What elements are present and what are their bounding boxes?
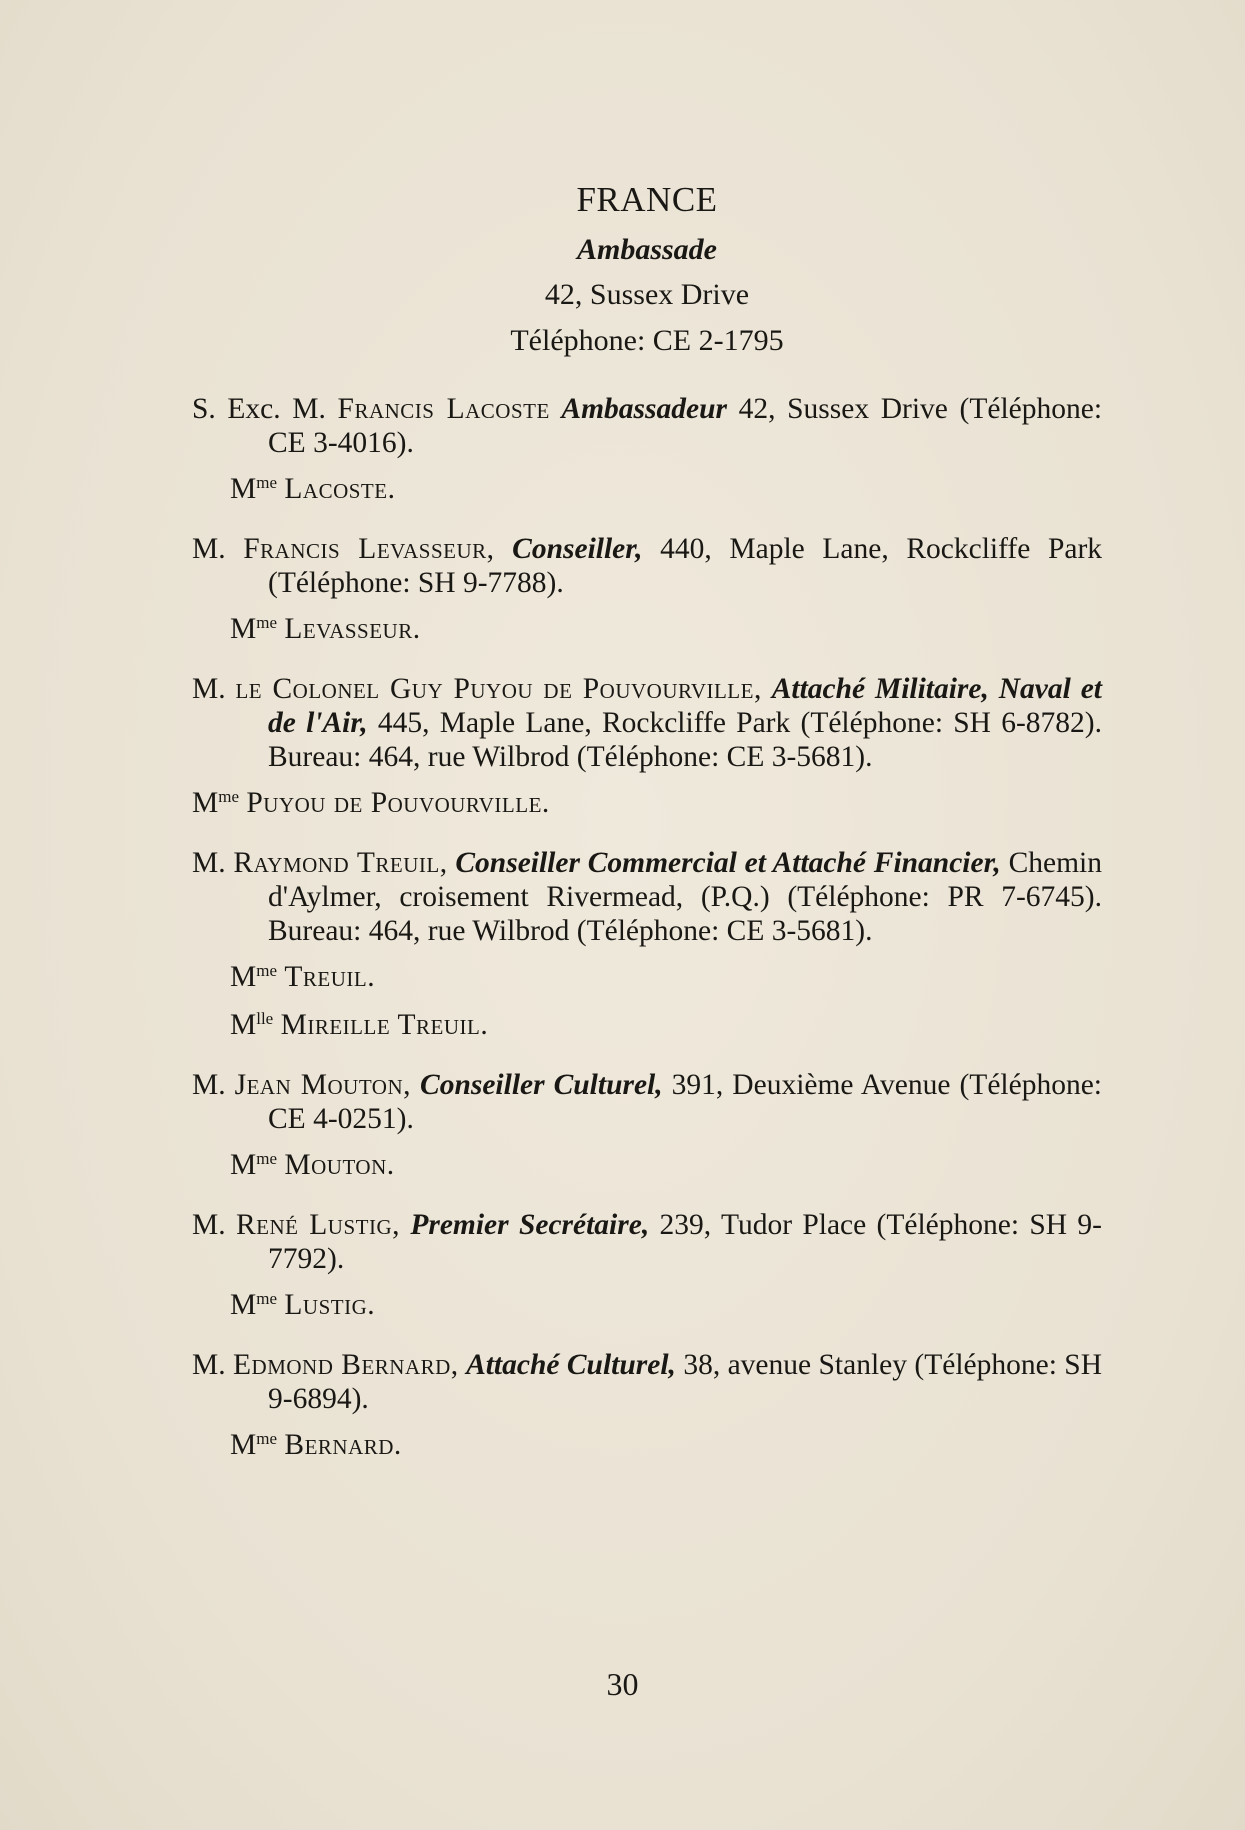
staff-entry xyxy=(192,672,1102,822)
spouse-line xyxy=(192,1280,1102,1324)
page-content xyxy=(192,176,1102,1464)
staff-name: Francis Lacoste xyxy=(337,393,550,425)
staff-entry-text xyxy=(192,672,1102,774)
staff-details: 445, Maple Lane, Rockcliffe Park (Téléphone: SH 6-8782). Bureau: 464, rue Wilbrod (Téléphone: CE 3-5681). xyxy=(268,707,1103,773)
spouse-name: Lacoste. xyxy=(284,473,396,505)
spouse-honorific-sup: me xyxy=(256,1429,278,1448)
spouse-honorific-sup: me xyxy=(256,613,278,632)
section-heading: Ambassade xyxy=(576,233,717,266)
daughter-honorific-m: M xyxy=(230,1009,257,1041)
staff-name: Edmond Bernard, xyxy=(233,1349,459,1381)
staff-title: Attaché Militaire, Naval et de l'Air, xyxy=(268,673,1102,739)
spouse-line xyxy=(192,604,1102,648)
spouse-honorific-m: M xyxy=(230,1149,257,1181)
staff-entry xyxy=(192,846,1102,1044)
spouse-honorific-m: M xyxy=(230,1289,257,1321)
page-number: 30 xyxy=(606,1666,639,1702)
staff-entry xyxy=(192,1348,1102,1464)
staff-prefix: M. xyxy=(192,1209,226,1241)
staff-title: Premier Secrétaire, xyxy=(410,1209,650,1241)
staff-title: Conseiller Commercial et Attaché Financier, xyxy=(455,847,1001,879)
staff-prefix: M. xyxy=(192,533,226,565)
country-heading: FRANCE xyxy=(576,180,718,219)
staff-prefix: M. xyxy=(192,1349,226,1381)
staff-prefix: M. xyxy=(192,1069,226,1101)
spouse-line xyxy=(192,1420,1102,1464)
spouse-honorific-sup: me xyxy=(256,1149,278,1168)
staff-prefix: S. Exc. M. xyxy=(192,393,326,425)
spouse-line xyxy=(192,952,1102,996)
daughter-honorific-sup: lle xyxy=(256,1009,274,1028)
staff-entry xyxy=(192,1208,1102,1324)
staff-details: 239, Tudor Place (Téléphone: SH 9-7792). xyxy=(268,1209,1102,1275)
spouse-name: Lustig. xyxy=(284,1289,376,1321)
staff-entry-text xyxy=(192,1348,1102,1416)
spouse-name: Puyou de Pouvourville. xyxy=(246,787,550,819)
spouse-name: Mouton. xyxy=(284,1149,395,1181)
staff-details: 440, Maple Lane, Rockcliffe Park (Téléphone: SH 9-7788). xyxy=(268,533,1103,599)
staff-title: Ambassadeur xyxy=(561,393,727,425)
staff-details: Chemin d'Aylmer, croisement Rivermead, (P.Q.) (Téléphone: PR 7-6745). Bureau: 464, rue Wilbrod (Téléphone: CE 3-5681). xyxy=(268,847,1103,947)
embassy-phone: Téléphone: CE 2-1795 xyxy=(510,324,784,357)
spouse-line xyxy=(192,778,1102,822)
staff-name: Jean Mouton, xyxy=(234,1069,411,1101)
staff-title: Conseiller, xyxy=(512,533,643,565)
spouse-name: Treuil. xyxy=(284,961,376,993)
staff-entry xyxy=(192,392,1102,508)
staff-details: 38, avenue Stanley (Téléphone: SH 9-6894). xyxy=(268,1349,1103,1415)
staff-entry xyxy=(192,532,1102,648)
staff-entry-text xyxy=(192,392,1102,460)
spouse-honorific-m: M xyxy=(230,473,257,505)
spouse-honorific-m: M xyxy=(230,961,257,993)
staff-entry-text xyxy=(192,532,1102,600)
staff-entry-text xyxy=(192,1208,1102,1276)
staff-title: Conseiller Culturel, xyxy=(420,1069,663,1101)
spouse-honorific-m: M xyxy=(192,787,219,819)
staff-name: Raymond Treuil, xyxy=(233,847,448,879)
staff-prefix: M. xyxy=(192,847,226,879)
staff-details: 391, Deuxième Avenue (Téléphone: CE 4-0251). xyxy=(268,1069,1102,1135)
staff-entry xyxy=(192,1068,1102,1184)
staff-entry-text xyxy=(192,1068,1102,1136)
daughter-name: Mireille Treuil. xyxy=(280,1009,489,1041)
spouse-honorific-m: M xyxy=(230,613,257,645)
staff-entry-text xyxy=(192,846,1102,948)
spouse-line xyxy=(192,464,1102,508)
staff-name: René Lustig, xyxy=(235,1209,400,1241)
daughter-line xyxy=(192,1000,1102,1044)
staff-title: Attaché Culturel, xyxy=(466,1349,676,1381)
spouse-honorific-sup: me xyxy=(256,961,278,980)
spouse-line xyxy=(192,1140,1102,1184)
spouse-honorific-sup: me xyxy=(256,1289,278,1308)
spouse-honorific-sup: me xyxy=(218,787,240,806)
spouse-honorific-m: M xyxy=(230,1429,257,1461)
embassy-address: 42, Sussex Drive xyxy=(544,278,750,311)
spouse-name: Bernard. xyxy=(284,1429,402,1461)
staff-prefix: M. xyxy=(192,673,226,705)
spouse-name: Levasseur. xyxy=(284,613,421,645)
spouse-honorific-sup: me xyxy=(256,473,278,492)
staff-details: 42, Sussex Drive (Téléphone: CE 3-4016). xyxy=(268,393,1103,459)
staff-name: Francis Levasseur, xyxy=(243,533,495,565)
staff-name: le Colonel Guy Puyou de Pouvourville, xyxy=(235,673,762,705)
